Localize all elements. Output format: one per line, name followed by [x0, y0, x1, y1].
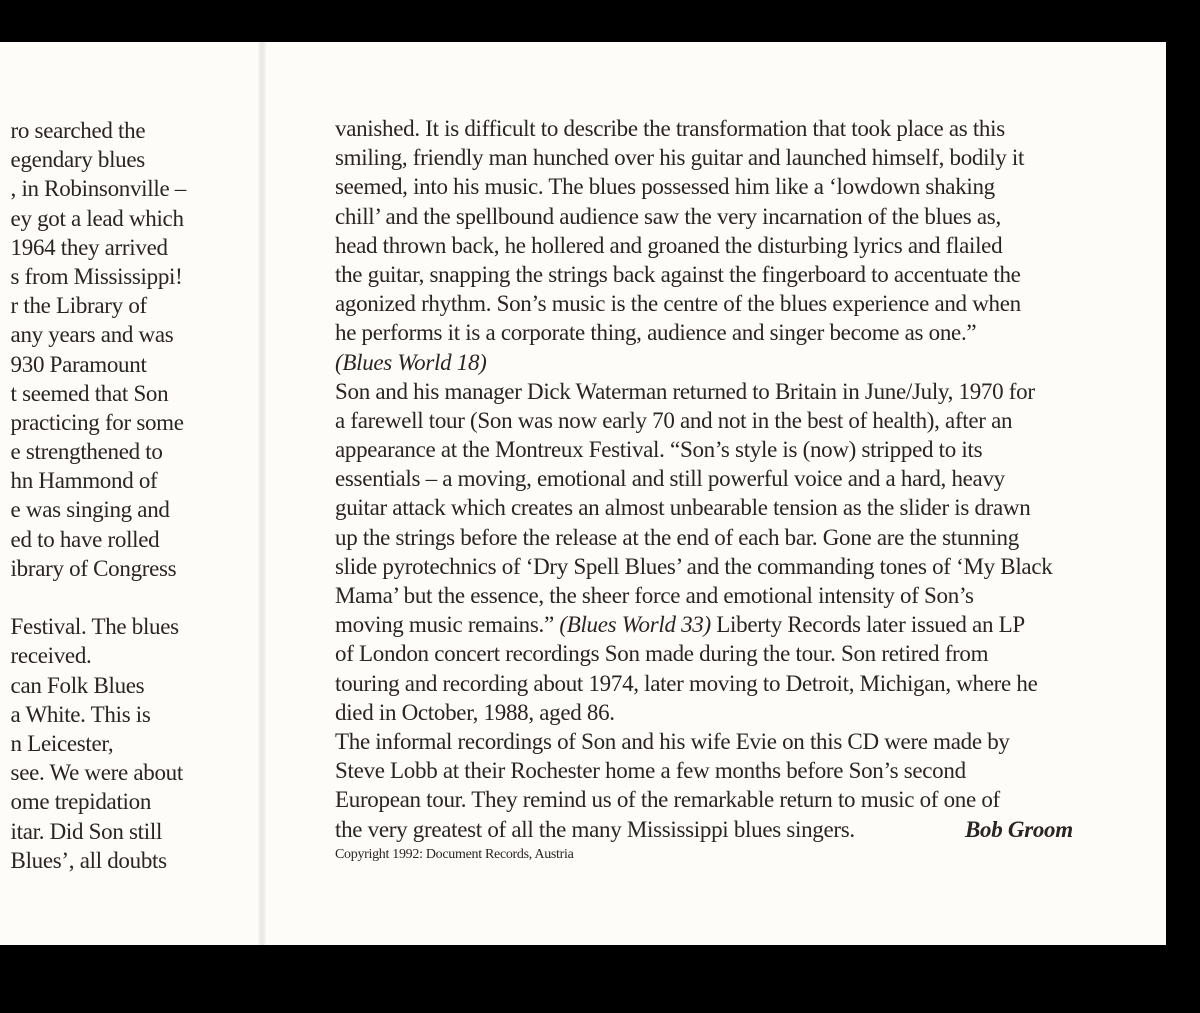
text-line: e was singing and [10, 497, 170, 523]
text-line: received. [10, 643, 92, 669]
text-line: guitar attack which creates an almost unbearable tension as the slider is drawn [335, 495, 1031, 521]
text-line: Blues’, all doubts [10, 847, 167, 873]
text-span: Liberty Records later issued an LP [710, 612, 1025, 638]
text-line: European tour. They remind us of the remarkable return to music of one of [335, 787, 1000, 813]
text-line: seemed, into his music. The blues possessed him like a ‘lowdown shaking [335, 174, 995, 200]
text-line: ey got a lead which [10, 205, 184, 231]
text-line: ibrary of Congress [10, 555, 177, 581]
closing-text: the very greatest of all the many Mississippi blues singers. [335, 816, 855, 842]
text-line: hn Hammond of [10, 468, 158, 494]
text-line: s from Mississippi! [10, 263, 183, 289]
page-fold [258, 42, 266, 945]
text-line: ro searched the [10, 118, 146, 143]
text-line: practicing for some [10, 409, 184, 435]
text-line: he performs it is a corporate thing, audience and singer become as one.” [335, 320, 977, 346]
text-line: smiling, friendly man hunched over his guitar and launched himself, bodily it [335, 145, 1025, 171]
text-line: appearance at the Montreux Festival. “Son’s style is (now) stripped to its [335, 437, 983, 463]
text-span: moving music remains.” [335, 612, 560, 638]
text-line: essentials – a moving, emotional and still powerful voice and a hard, heavy [335, 466, 1005, 492]
text-line: n Leicester, [10, 730, 114, 756]
closing-line [335, 815, 1095, 844]
text-line: the guitar, snapping the strings back against the fingerboard to accentuate the [335, 261, 1021, 287]
text-line: any years and was [10, 322, 174, 348]
booklet-scan [0, 42, 1166, 945]
left-text-column [11, 116, 186, 875]
text-line: , in Robinsonville – [10, 176, 186, 202]
text-line: e strengthened to [10, 439, 163, 465]
mixed-citation-line [335, 610, 1095, 639]
text-line: died in October, 1988, aged 86. [335, 699, 615, 725]
text-line: Mama’ but the essence, the sheer force and emotional intensity of Son’s [335, 583, 974, 608]
text-line: slide pyrotechnics of ‘Dry Spell Blues’ and the commanding tones of ‘My Black [335, 553, 1053, 579]
text-line: 1964 they arrived [10, 234, 168, 260]
text-line: head thrown back, he hollered and groaned the disturbing lyrics and flailed [335, 232, 1003, 258]
text-line: ome trepidation [10, 789, 152, 815]
text-line: vanished. It is difficult to describe the transformation that took place as this [335, 116, 1005, 141]
text-line: chill’ and the spellbound audience saw the very incarnation of the blues as, [335, 203, 1001, 229]
text-line: see. We were about [10, 760, 183, 786]
citation-blues-world-18: (Blues World 18) [335, 349, 487, 375]
text-line: agonized rhythm. Son’s music is the centre of the blues experience and when [335, 291, 1021, 317]
text-line [11, 583, 186, 612]
text-line: touring and recording about 1974, later moving to Detroit, Michigan, where he [335, 670, 1038, 696]
text-line: The informal recordings of Son and his wife Evie on this CD were made by [335, 728, 1010, 754]
text-line: t seemed that Son [10, 380, 169, 406]
right-page-text [335, 114, 1095, 866]
text-line: a farewell tour (Son was now early 70 and not in the best of health), after an [335, 407, 1013, 433]
text-line: of London concert recordings Son made during the tour. Son retired from [335, 641, 989, 667]
text-line: r the Library of [10, 293, 147, 319]
text-line: ed to have rolled [10, 526, 160, 552]
author-signature: Bob Groom [965, 816, 1073, 842]
text-line: can Folk Blues [10, 672, 145, 698]
copyright-notice: Copyright 1992: Document Records, Austria [335, 846, 574, 862]
text-line: Son and his manager Dick Waterman returned to Britain in June/July, 1970 for [335, 378, 1035, 404]
left-page [0, 42, 258, 945]
text-line: a White. This is [10, 701, 151, 727]
text-line: 930 Paramount [10, 351, 147, 377]
text-line: Steve Lobb at their Rochester home a few months before Son’s second [335, 758, 966, 784]
text-line: egendary blues [10, 147, 145, 173]
text-line: up the strings before the release at the end of each bar. Gone are the stunning [335, 524, 1019, 550]
citation-blues-world-33: (Blues World 33) [559, 612, 711, 638]
text-line: itar. Did Son still [10, 818, 163, 844]
text-line: Festival. The blues [10, 614, 179, 640]
